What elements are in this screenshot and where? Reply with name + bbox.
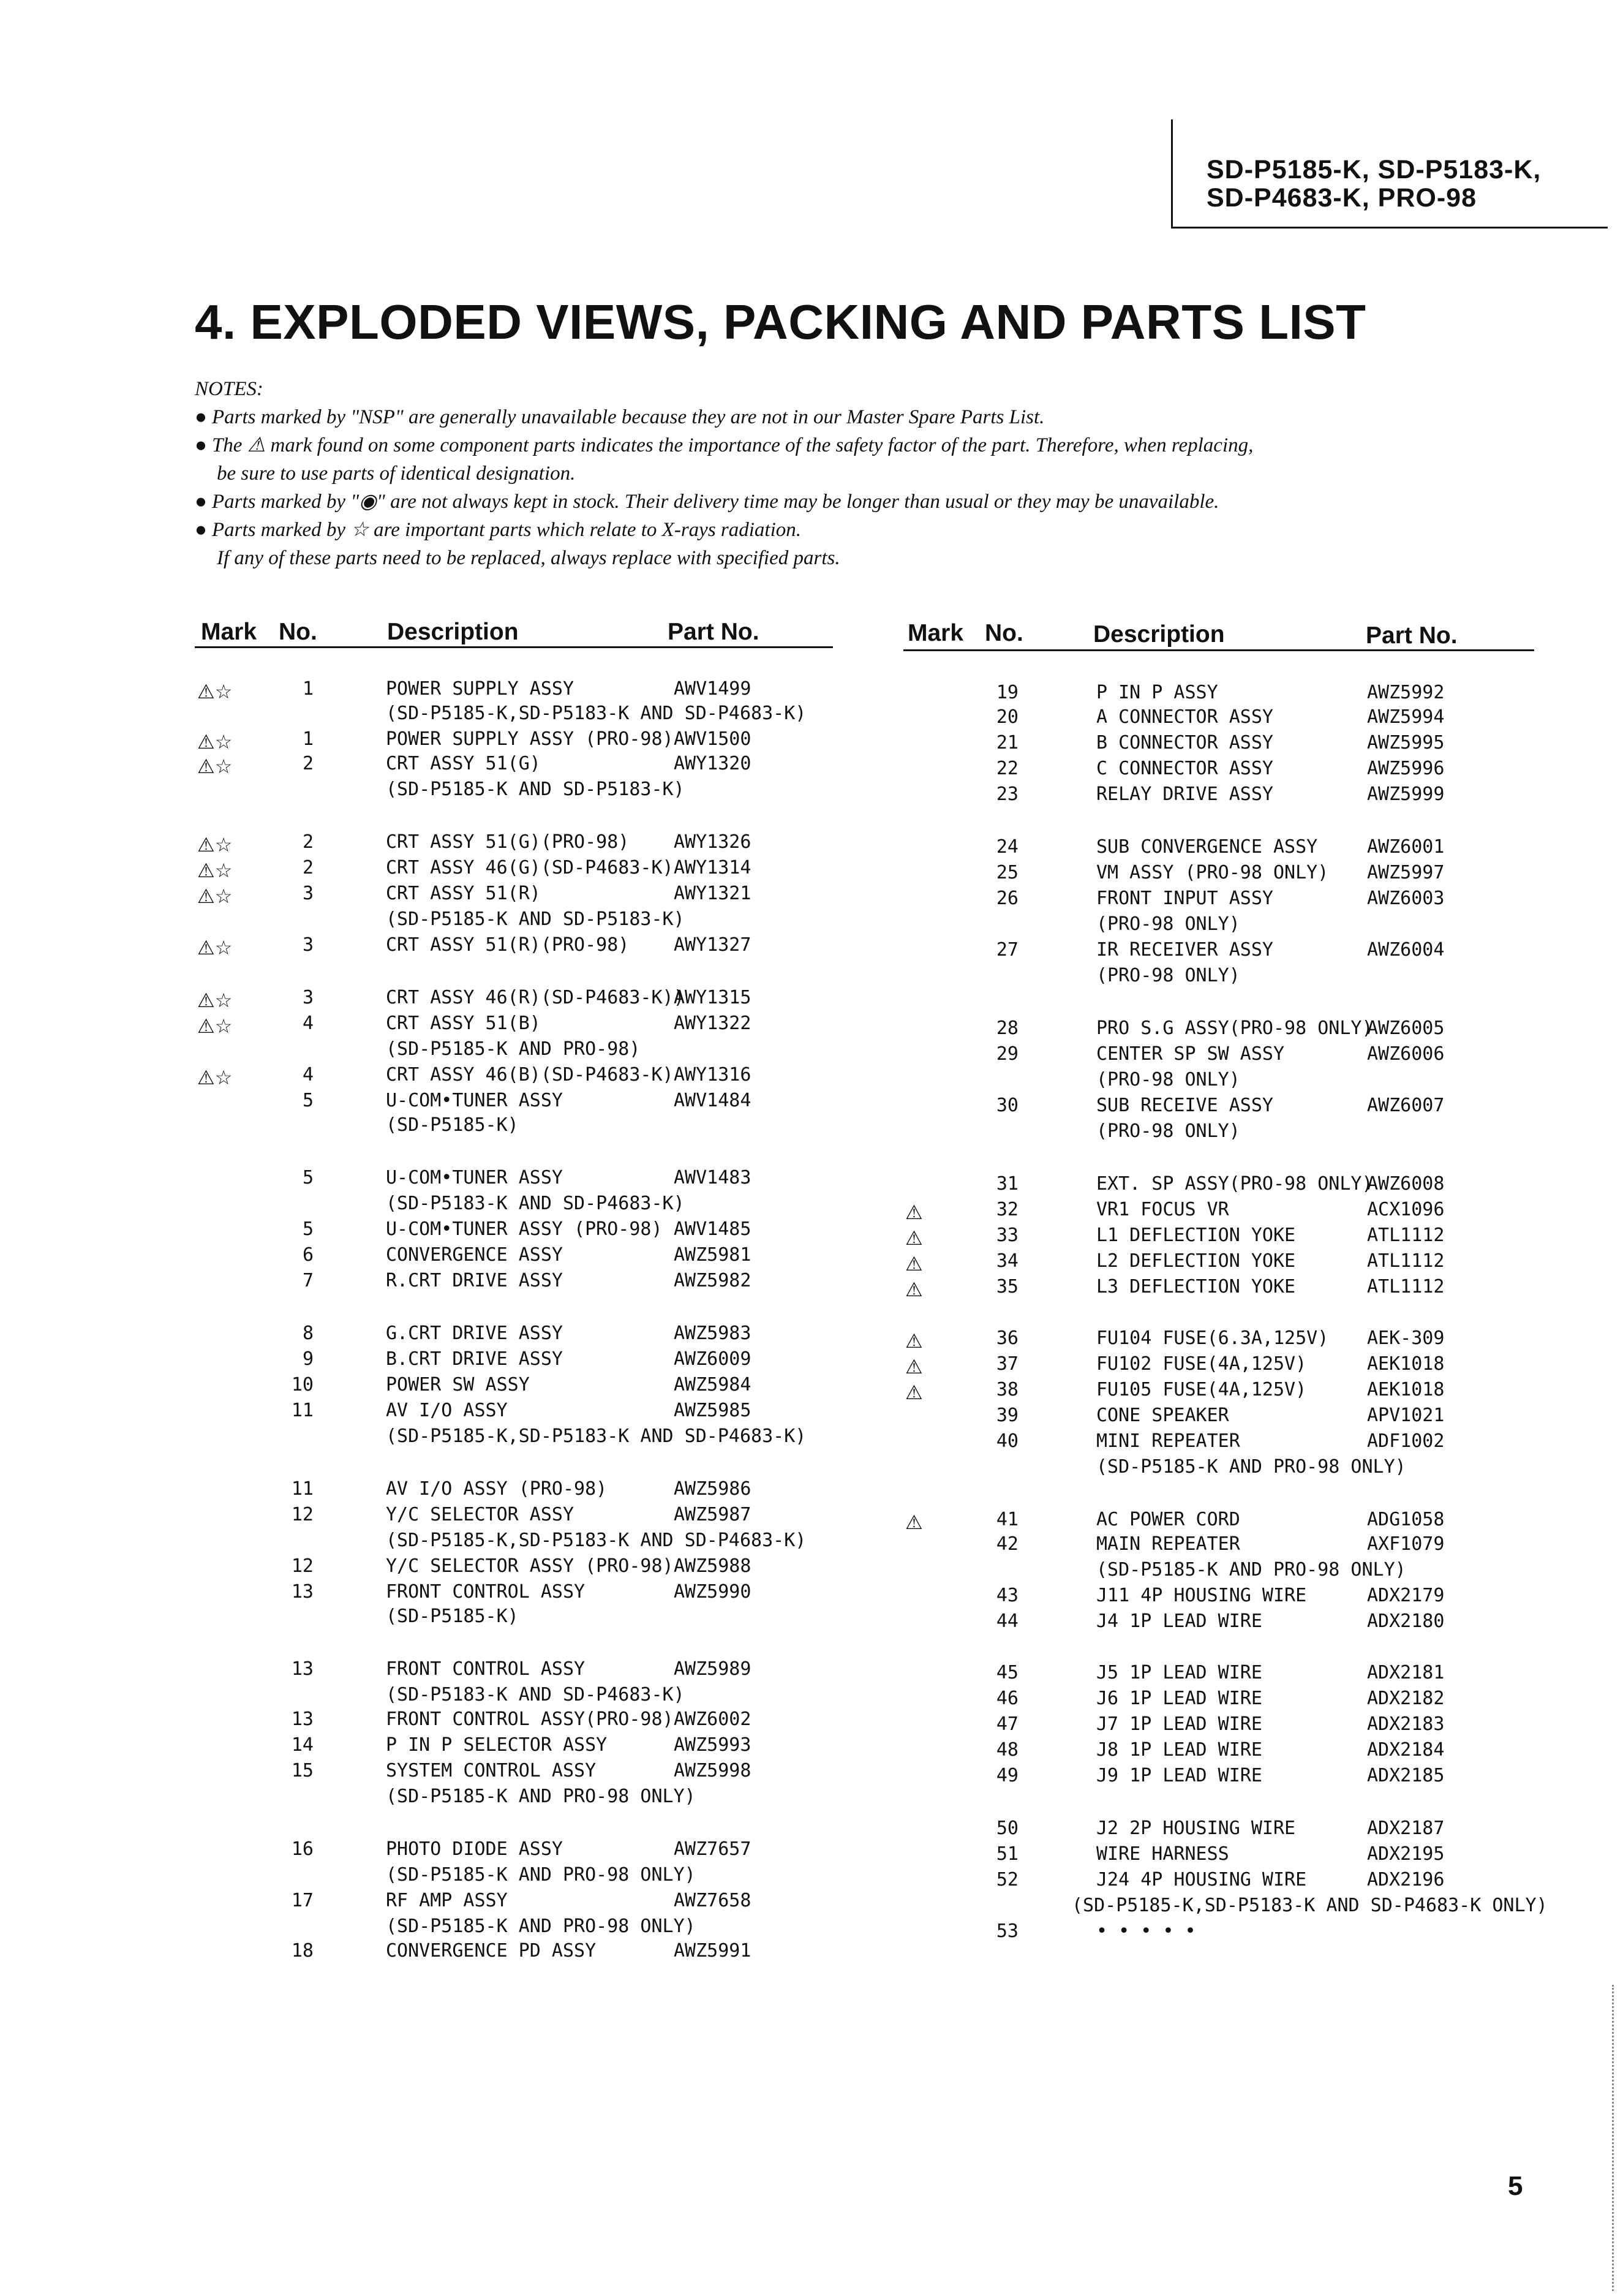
part-number-index: 11 bbox=[291, 1400, 314, 1421]
part-code: APV1021 bbox=[1367, 1405, 1445, 1426]
part-code: AWZ5988 bbox=[674, 1555, 751, 1577]
part-description: PRO S.G ASSY(PRO-98 ONLY) bbox=[1096, 1018, 1373, 1039]
part-code: AWZ6005 bbox=[1367, 1018, 1445, 1039]
part-number-index: 3 bbox=[302, 934, 314, 956]
part-description: WIRE HARNESS bbox=[1096, 1843, 1229, 1865]
part-description: CRT ASSY 46(G)(SD-P4683-K) bbox=[386, 857, 674, 878]
part-code: ATL1112 bbox=[1367, 1250, 1445, 1272]
part-description: SYSTEM CONTROL ASSY bbox=[386, 1760, 597, 1781]
part-description: CRT ASSY 51(G) bbox=[386, 753, 541, 774]
page-number: 5 bbox=[1508, 2171, 1523, 2201]
part-number-index: 8 bbox=[302, 1323, 314, 1344]
description-note: (PRO-98 ONLY) bbox=[1096, 1069, 1240, 1090]
part-description: FU105 FUSE(4A,125V) bbox=[1096, 1379, 1307, 1400]
part-code: AWZ5999 bbox=[1367, 784, 1445, 805]
part-description: CRT ASSY 46(B)(SD-P4683-K) bbox=[386, 1064, 674, 1086]
part-number-index: 1 bbox=[302, 728, 314, 750]
part-code: AWZ5996 bbox=[1367, 758, 1445, 779]
description-note: (SD-P5185-K,SD-P5183-K AND SD-P4683-K ONLY) bbox=[1072, 1895, 1548, 1916]
note-line bbox=[195, 516, 1512, 544]
part-code: ACX1096 bbox=[1367, 1199, 1445, 1220]
bullet-icon: ● bbox=[195, 406, 207, 428]
part-code: ADX2196 bbox=[1367, 1869, 1445, 1890]
part-description: J2 2P HOUSING WIRE bbox=[1096, 1818, 1296, 1839]
part-number-index: 5 bbox=[302, 1090, 314, 1111]
part-description: CONVERGENCE PD ASSY bbox=[386, 1940, 597, 1962]
notes-heading: NOTES: bbox=[195, 378, 263, 400]
part-number-index: 40 bbox=[996, 1430, 1019, 1452]
part-code: AWY1322 bbox=[674, 1013, 751, 1034]
part-description: CRT ASSY 51(R) bbox=[386, 883, 541, 904]
part-number-index: 22 bbox=[996, 758, 1019, 779]
safety-xray-mark-icon: ⚠ bbox=[905, 1381, 923, 1403]
part-code: AWZ5990 bbox=[674, 1581, 751, 1603]
part-number-index: 29 bbox=[996, 1043, 1019, 1065]
part-code: AWZ6004 bbox=[1367, 939, 1445, 961]
part-number-index: 7 bbox=[302, 1270, 314, 1291]
part-description: PHOTO DIODE ASSY bbox=[386, 1838, 563, 1860]
part-code: AWY1326 bbox=[674, 831, 751, 853]
part-description: IR RECEIVER ASSY bbox=[1096, 939, 1273, 961]
part-code: ADX2187 bbox=[1367, 1818, 1445, 1839]
description-note: (SD-P5185-K AND PRO-98 ONLY) bbox=[386, 1786, 696, 1807]
part-description: L1 DEFLECTION YOKE bbox=[1096, 1225, 1296, 1246]
part-code: ADX2185 bbox=[1367, 1765, 1445, 1786]
model-header bbox=[1171, 119, 1608, 228]
part-number-index: 24 bbox=[996, 836, 1019, 858]
part-number-index: 41 bbox=[996, 1509, 1019, 1530]
part-code: AWZ5985 bbox=[674, 1400, 751, 1421]
part-code: AWZ6003 bbox=[1367, 888, 1445, 909]
col-header-mark: Mark bbox=[201, 619, 257, 645]
part-number-index: 47 bbox=[996, 1713, 1019, 1735]
part-code: ADG1058 bbox=[1367, 1509, 1445, 1530]
part-number-index: 32 bbox=[996, 1199, 1019, 1220]
part-code: AWZ7657 bbox=[674, 1838, 751, 1860]
part-code: AWZ7658 bbox=[674, 1890, 751, 1911]
part-description: AV I/O ASSY (PRO-98) bbox=[386, 1478, 608, 1500]
part-number-index: 2 bbox=[302, 857, 314, 878]
part-description: Y/C SELECTOR ASSY (PRO-98) bbox=[386, 1555, 674, 1577]
part-code: AWY1315 bbox=[674, 987, 751, 1008]
safety-xray-mark-icon: ⚠ bbox=[905, 1227, 923, 1249]
description-note: (SD-P5185-K AND PRO-98 ONLY) bbox=[1096, 1456, 1406, 1478]
part-number-index: 15 bbox=[291, 1760, 314, 1781]
part-number-index: 26 bbox=[996, 888, 1019, 909]
part-code: AWY1320 bbox=[674, 753, 751, 774]
bullet-icon: ● bbox=[195, 519, 207, 541]
part-description: U-COM•TUNER ASSY (PRO-98) bbox=[386, 1218, 663, 1240]
part-code: AWZ5983 bbox=[674, 1323, 751, 1344]
part-code: AWZ5998 bbox=[674, 1760, 751, 1781]
part-number-index: 50 bbox=[996, 1818, 1019, 1839]
part-number-index: 4 bbox=[302, 1064, 314, 1086]
part-number-index: 42 bbox=[996, 1533, 1019, 1555]
part-description: A CONNECTOR ASSY bbox=[1096, 706, 1273, 728]
part-code: AWZ6001 bbox=[1367, 836, 1445, 858]
part-description: CONVERGENCE ASSY bbox=[386, 1244, 563, 1266]
part-number-index: 18 bbox=[291, 1940, 314, 1962]
part-code: ADX2183 bbox=[1367, 1713, 1445, 1735]
part-description: FU104 FUSE(6.3A,125V) bbox=[1096, 1327, 1329, 1349]
part-code: ADX2195 bbox=[1367, 1843, 1445, 1865]
description-note: (PRO-98 ONLY) bbox=[1096, 1120, 1240, 1142]
part-description: CRT ASSY 51(G)(PRO-98) bbox=[386, 831, 630, 853]
part-description: FRONT INPUT ASSY bbox=[1096, 888, 1273, 909]
part-code: AWZ5994 bbox=[1367, 706, 1445, 728]
part-code: AWZ5992 bbox=[1367, 682, 1445, 703]
safety-xray-mark-icon: ⚠☆ bbox=[197, 1015, 233, 1037]
part-description: SUB RECEIVE ASSY bbox=[1096, 1095, 1273, 1116]
description-note: (SD-P5185-K AND PRO-98 ONLY) bbox=[1096, 1559, 1406, 1580]
part-description: P IN P ASSY bbox=[1096, 682, 1218, 703]
part-number-index: 4 bbox=[302, 1013, 314, 1034]
note-line bbox=[195, 459, 1512, 488]
part-code: AWV1484 bbox=[674, 1090, 751, 1111]
safety-xray-mark-icon: ⚠☆ bbox=[197, 937, 233, 959]
description-note: (SD-P5185-K,SD-P5183-K AND SD-P4683-K) bbox=[386, 703, 807, 724]
part-code: ADX2179 bbox=[1367, 1585, 1445, 1606]
part-code: AWZ5981 bbox=[674, 1244, 751, 1266]
part-description: C CONNECTOR ASSY bbox=[1096, 758, 1273, 779]
part-number-index: 21 bbox=[996, 732, 1019, 753]
part-description: FRONT CONTROL ASSY bbox=[386, 1658, 586, 1680]
description-note: (SD-P5185-K AND PRO-98 ONLY) bbox=[386, 1864, 696, 1886]
part-number-index: 48 bbox=[996, 1739, 1019, 1761]
notes-section bbox=[195, 375, 1512, 572]
part-number-index: 27 bbox=[996, 939, 1019, 961]
part-number-index: 1 bbox=[302, 678, 314, 700]
part-number-index: 33 bbox=[996, 1225, 1019, 1246]
part-description: J4 1P LEAD WIRE bbox=[1096, 1611, 1262, 1632]
part-number-index: 5 bbox=[302, 1167, 314, 1188]
part-description: VM ASSY (PRO-98 ONLY) bbox=[1096, 862, 1329, 883]
part-description: FRONT CONTROL ASSY bbox=[386, 1581, 586, 1603]
note-line bbox=[195, 488, 1512, 516]
part-number-index: 10 bbox=[291, 1374, 314, 1395]
note-text: Parts marked by ☆ are important parts which relate to X-rays radiation. bbox=[211, 519, 802, 541]
description-note: (SD-P5185-K,SD-P5183-K AND SD-P4683-K) bbox=[386, 1426, 807, 1447]
part-code: AWV1499 bbox=[674, 678, 751, 700]
safety-xray-mark-icon: ⚠ bbox=[905, 1278, 923, 1301]
safety-xray-mark-icon: ⚠☆ bbox=[197, 681, 233, 703]
part-description: POWER SUPPLY ASSY bbox=[386, 678, 574, 700]
part-description: J7 1P LEAD WIRE bbox=[1096, 1713, 1262, 1735]
col-header-part-no: Part No. bbox=[668, 619, 759, 645]
note-text: be sure to use parts of identical designation. bbox=[217, 463, 576, 485]
description-note: (SD-P5183-K AND SD-P4683-K) bbox=[386, 1684, 685, 1705]
safety-xray-mark-icon: ⚠ bbox=[905, 1201, 923, 1223]
part-description: R.CRT DRIVE ASSY bbox=[386, 1270, 563, 1291]
safety-xray-mark-icon: ⚠☆ bbox=[197, 1067, 233, 1089]
part-number-index: 12 bbox=[291, 1504, 314, 1525]
part-number-index: 25 bbox=[996, 862, 1019, 883]
part-code: AWY1314 bbox=[674, 857, 751, 878]
note-text: Parts marked by "◉" are not always kept in stock. Their delivery time may be longer than usual or they may be unavailable. bbox=[211, 491, 1219, 513]
description-note: (SD-P5185-K AND SD-P5183-K) bbox=[386, 908, 685, 930]
part-code: AWZ6007 bbox=[1367, 1095, 1445, 1116]
part-description: POWER SW ASSY bbox=[386, 1374, 530, 1395]
part-code: AWY1316 bbox=[674, 1064, 751, 1086]
part-description: FRONT CONTROL ASSY(PRO-98) bbox=[386, 1709, 674, 1730]
description-note: (PRO-98 ONLY) bbox=[1096, 965, 1240, 986]
safety-xray-mark-icon: ⚠☆ bbox=[197, 731, 233, 753]
part-description: RELAY DRIVE ASSY bbox=[1096, 784, 1273, 805]
part-number-index: 12 bbox=[291, 1555, 314, 1577]
note-text: The ⚠ mark found on some component parts indicates the importance of the safety factor of the part. Therefore, when replacing, bbox=[211, 434, 1254, 456]
left-header-rule bbox=[195, 646, 833, 648]
part-description: CRT ASSY 46(R)(SD-P4683-K)) bbox=[386, 987, 685, 1008]
model-line-1: SD-P5185-K, SD-P5183-K, bbox=[1207, 155, 1542, 184]
part-number-index: 9 bbox=[302, 1348, 314, 1370]
note-line bbox=[195, 544, 1512, 572]
part-code: AWY1321 bbox=[674, 883, 751, 904]
part-number-index: 53 bbox=[996, 1920, 1019, 1942]
part-description: J9 1P LEAD WIRE bbox=[1096, 1765, 1262, 1786]
part-number-index: 2 bbox=[302, 753, 314, 774]
safety-xray-mark-icon: ⚠☆ bbox=[197, 755, 233, 777]
part-description: J11 4P HOUSING WIRE bbox=[1096, 1585, 1307, 1606]
part-number-index: 30 bbox=[996, 1095, 1019, 1116]
part-number-index: 39 bbox=[996, 1405, 1019, 1426]
part-description: Y/C SELECTOR ASSY bbox=[386, 1504, 574, 1525]
part-code: AWZ6009 bbox=[674, 1348, 751, 1370]
part-code: ADX2184 bbox=[1367, 1739, 1445, 1761]
part-code: AWY1327 bbox=[674, 934, 751, 956]
part-code: AWZ6006 bbox=[1367, 1043, 1445, 1065]
model-line-2: SD-P4683-K, PRO-98 bbox=[1207, 183, 1477, 213]
part-number-index: 3 bbox=[302, 987, 314, 1008]
part-code: ADF1002 bbox=[1367, 1430, 1445, 1452]
right-header-rule bbox=[903, 649, 1534, 651]
part-code: AWZ5997 bbox=[1367, 862, 1445, 883]
part-code: AWZ5995 bbox=[1367, 732, 1445, 753]
part-description: SUB CONVERGENCE ASSY bbox=[1096, 836, 1318, 858]
part-description: MINI REPEATER bbox=[1096, 1430, 1240, 1452]
part-number-index: 38 bbox=[996, 1379, 1019, 1400]
part-code: AWZ5982 bbox=[674, 1270, 751, 1291]
part-code: AWZ5991 bbox=[674, 1940, 751, 1962]
part-description: J8 1P LEAD WIRE bbox=[1096, 1739, 1262, 1761]
part-description: P IN P SELECTOR ASSY bbox=[386, 1734, 608, 1756]
part-description: J6 1P LEAD WIRE bbox=[1096, 1688, 1262, 1709]
part-number-index: 2 bbox=[302, 831, 314, 853]
part-description: L2 DEFLECTION YOKE bbox=[1096, 1250, 1296, 1272]
part-description: J5 1P LEAD WIRE bbox=[1096, 1662, 1262, 1683]
part-number-index: 49 bbox=[996, 1765, 1019, 1786]
part-code: AEK1018 bbox=[1367, 1379, 1445, 1400]
page-title: 4. EXPLODED VIEWS, PACKING AND PARTS LIST bbox=[195, 295, 1366, 349]
safety-xray-mark-icon: ⚠☆ bbox=[197, 859, 233, 882]
part-description: CRT ASSY 51(B) bbox=[386, 1013, 541, 1034]
part-description: FU102 FUSE(4A,125V) bbox=[1096, 1353, 1307, 1375]
part-description: CRT ASSY 51(R)(PRO-98) bbox=[386, 934, 630, 956]
part-description: U-COM•TUNER ASSY bbox=[386, 1167, 563, 1188]
part-description: VR1 FOCUS VR bbox=[1096, 1199, 1229, 1220]
part-code: AWZ5987 bbox=[674, 1504, 751, 1525]
part-code: ADX2180 bbox=[1367, 1611, 1445, 1632]
part-code: AWZ5989 bbox=[674, 1658, 751, 1680]
part-number-index: 52 bbox=[996, 1869, 1019, 1890]
part-number-index: 6 bbox=[302, 1244, 314, 1266]
description-note: (SD-P5183-K AND SD-P4683-K) bbox=[386, 1193, 685, 1214]
safety-xray-mark-icon: ⚠ bbox=[905, 1356, 923, 1378]
part-number-index: 17 bbox=[291, 1890, 314, 1911]
part-description: AV I/O ASSY bbox=[386, 1400, 508, 1421]
part-number-index: 20 bbox=[996, 706, 1019, 728]
part-number-index: 43 bbox=[996, 1585, 1019, 1606]
part-code: AWZ5993 bbox=[674, 1734, 751, 1756]
part-number-index: 35 bbox=[996, 1276, 1019, 1297]
part-code: AWV1500 bbox=[674, 728, 751, 750]
col-header-part-no: Part No. bbox=[1366, 622, 1458, 649]
part-description: L3 DEFLECTION YOKE bbox=[1096, 1276, 1296, 1297]
scan-edge bbox=[1612, 1985, 1616, 2291]
bullet-icon: ● bbox=[195, 434, 207, 456]
part-code: AWZ5986 bbox=[674, 1478, 751, 1500]
part-description: AC POWER CORD bbox=[1096, 1509, 1240, 1530]
part-description: CONE SPEAKER bbox=[1096, 1405, 1229, 1426]
part-description: RF AMP ASSY bbox=[386, 1890, 508, 1911]
bullet-icon: ● bbox=[195, 491, 207, 513]
description-note: (SD-P5185-K,SD-P5183-K AND SD-P4683-K) bbox=[386, 1530, 807, 1551]
part-description: MAIN REPEATER bbox=[1096, 1533, 1240, 1555]
description-note: (PRO-98 ONLY) bbox=[1096, 913, 1240, 935]
col-header-no: No. bbox=[279, 619, 317, 645]
safety-xray-mark-icon: ⚠ bbox=[905, 1330, 923, 1352]
safety-xray-mark-icon: ⚠☆ bbox=[197, 834, 233, 856]
note-text: If any of these parts need to be replaced, always replace with specified parts. bbox=[217, 547, 840, 569]
part-number-index: 28 bbox=[996, 1018, 1019, 1039]
description-note: (SD-P5185-K) bbox=[386, 1606, 519, 1627]
part-code: ATL1112 bbox=[1367, 1225, 1445, 1246]
part-number-index: 13 bbox=[291, 1581, 314, 1603]
col-header-description: Description bbox=[1093, 621, 1225, 648]
part-description: B.CRT DRIVE ASSY bbox=[386, 1348, 563, 1370]
part-number-index: 19 bbox=[996, 682, 1019, 703]
part-description: • • • • • bbox=[1096, 1920, 1196, 1942]
part-number-index: 3 bbox=[302, 883, 314, 904]
part-code: AWZ6008 bbox=[1367, 1173, 1445, 1195]
part-number-index: 36 bbox=[996, 1327, 1019, 1349]
part-description: EXT. SP ASSY(PRO-98 ONLY) bbox=[1096, 1173, 1373, 1195]
description-note: (SD-P5185-K) bbox=[386, 1114, 519, 1136]
part-code: AWV1485 bbox=[674, 1218, 751, 1240]
part-number-index: 45 bbox=[996, 1662, 1019, 1683]
part-code: ADX2181 bbox=[1367, 1662, 1445, 1683]
part-number-index: 11 bbox=[291, 1478, 314, 1500]
description-note: (SD-P5185-K AND PRO-98) bbox=[386, 1038, 641, 1060]
part-number-index: 46 bbox=[996, 1688, 1019, 1709]
part-number-index: 5 bbox=[302, 1218, 314, 1240]
part-code: AEK-309 bbox=[1367, 1327, 1445, 1349]
part-code: AXF1079 bbox=[1367, 1533, 1445, 1555]
part-description: G.CRT DRIVE ASSY bbox=[386, 1323, 563, 1344]
part-number-index: 37 bbox=[996, 1353, 1019, 1375]
safety-xray-mark-icon: ⚠ bbox=[905, 1511, 923, 1533]
col-header-no: No. bbox=[985, 620, 1023, 646]
note-line bbox=[195, 431, 1512, 459]
note-line bbox=[195, 403, 1512, 431]
part-code: AWZ5984 bbox=[674, 1374, 751, 1395]
part-code: AWV1483 bbox=[674, 1167, 751, 1188]
safety-xray-mark-icon: ⚠☆ bbox=[197, 989, 233, 1011]
description-note: (SD-P5185-K AND SD-P5183-K) bbox=[386, 779, 685, 800]
part-description: U-COM•TUNER ASSY bbox=[386, 1090, 563, 1111]
part-number-index: 44 bbox=[996, 1611, 1019, 1632]
part-number-index: 14 bbox=[291, 1734, 314, 1756]
part-number-index: 51 bbox=[996, 1843, 1019, 1865]
part-code: ATL1112 bbox=[1367, 1276, 1445, 1297]
safety-xray-mark-icon: ⚠ bbox=[905, 1253, 923, 1275]
part-description: CENTER SP SW ASSY bbox=[1096, 1043, 1285, 1065]
part-code: AEK1018 bbox=[1367, 1353, 1445, 1375]
part-number-index: 34 bbox=[996, 1250, 1019, 1272]
part-number-index: 31 bbox=[996, 1173, 1019, 1195]
part-number-index: 13 bbox=[291, 1658, 314, 1680]
part-number-index: 13 bbox=[291, 1709, 314, 1730]
part-code: AWZ6002 bbox=[674, 1709, 751, 1730]
part-description: POWER SUPPLY ASSY (PRO-98) bbox=[386, 728, 674, 750]
part-description: B CONNECTOR ASSY bbox=[1096, 732, 1273, 753]
col-header-description: Description bbox=[387, 619, 519, 645]
note-text: Parts marked by "NSP" are generally unavailable because they are not in our Master Spare Parts List. bbox=[211, 406, 1045, 428]
part-code: ADX2182 bbox=[1367, 1688, 1445, 1709]
safety-xray-mark-icon: ⚠☆ bbox=[197, 885, 233, 907]
col-header-mark: Mark bbox=[908, 620, 964, 646]
part-number-index: 16 bbox=[291, 1838, 314, 1860]
part-number-index: 23 bbox=[996, 784, 1019, 805]
description-note: (SD-P5185-K AND PRO-98 ONLY) bbox=[386, 1916, 696, 1937]
part-description: J24 4P HOUSING WIRE bbox=[1096, 1869, 1307, 1890]
